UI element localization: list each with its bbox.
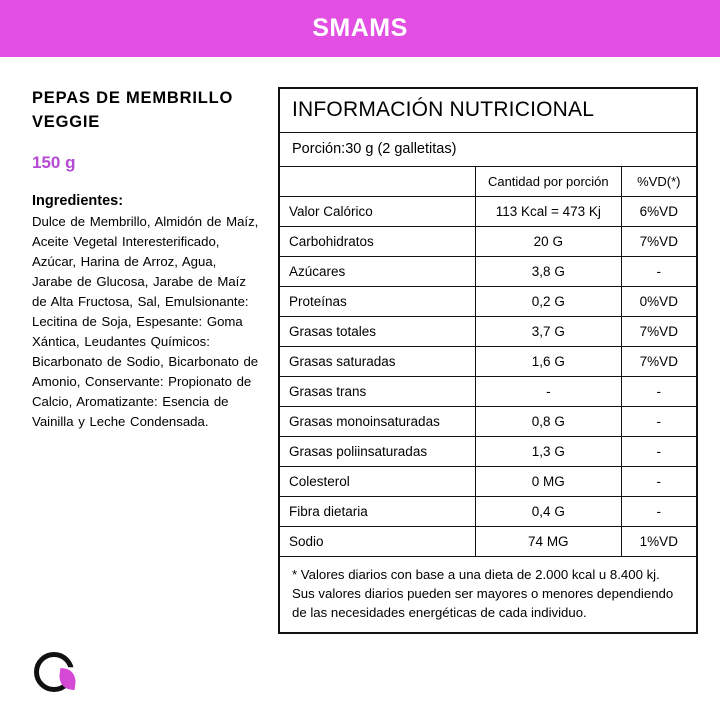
nutrient-amount: 0,2 G <box>476 287 622 317</box>
label-content <box>0 57 720 634</box>
nutrient-label: Colesterol <box>280 467 476 497</box>
nutrient-label: Grasas saturadas <box>280 347 476 377</box>
nutrient-label: Grasas trans <box>280 377 476 407</box>
nutrient-amount: 0,4 G <box>476 497 622 527</box>
portion-size: Porción:30 g (2 galletitas) <box>280 133 696 167</box>
table-row <box>280 317 696 347</box>
nutrient-amount: - <box>476 377 622 407</box>
nutrient-label: Grasas totales <box>280 317 476 347</box>
nutrition-column <box>270 87 698 634</box>
nutrition-table <box>280 167 696 557</box>
nutrient-amount: 113 Kcal = 473 Kj <box>476 197 622 227</box>
nutrient-vd: 7%VD <box>621 347 696 377</box>
ingredients-heading: Ingredientes: <box>32 192 124 209</box>
table-row <box>280 527 696 557</box>
nutrient-label: Carbohidratos <box>280 227 476 257</box>
daily-values-footnote: * Valores diarios con base a una dieta de 2.000 kcal u 8.400 kj. Sus valores diarios pueden ser mayores o menores dependiendo de las necesidades energéticas de cada individuo. <box>292 567 674 621</box>
net-weight: 150 g <box>32 152 76 172</box>
table-row <box>280 437 696 467</box>
table-row <box>280 197 696 227</box>
nutrient-label: Fibra dietaria <box>280 497 476 527</box>
brand-logo-icon <box>34 652 80 698</box>
nutrient-amount: 0,8 G <box>476 407 622 437</box>
nutrient-amount: 1,6 G <box>476 347 622 377</box>
nutrient-amount: 3,7 G <box>476 317 622 347</box>
nutrition-title: INFORMACIÓN NUTRICIONAL <box>280 89 696 133</box>
table-row <box>280 377 696 407</box>
nutrient-vd: - <box>621 497 696 527</box>
nutrient-vd: 1%VD <box>621 527 696 557</box>
column-header-blank <box>280 167 476 197</box>
ingredients-text: Dulce de Membrillo, Almidón de Maíz, Aceite Vegetal Interesterificado, Azúcar, Harina de Arroz, Agua, Jarabe de Glucosa, Jarabe de Maíz de Alta Fructosa, Sal, Emulsionante: Lecitina de Soja, Espesante: Goma Xántica, Leudantes Químicos: Bicarbonato de Sodio, Bicarbonato de Amonio, Conservante: Propionato de Calcio, Aromatizante: Esencia de Vainilla y Leche Condensada. <box>32 213 259 430</box>
nutrient-vd: - <box>621 407 696 437</box>
nutrient-vd: - <box>621 377 696 407</box>
nutrition-table-body <box>280 167 696 557</box>
product-info-column <box>32 87 270 634</box>
column-header-vd: %VD(*) <box>621 167 696 197</box>
nutrient-amount: 74 MG <box>476 527 622 557</box>
nutrient-vd: 0%VD <box>621 287 696 317</box>
table-row <box>280 467 696 497</box>
nutrient-amount: 20 G <box>476 227 622 257</box>
nutrient-label: Valor Calórico <box>280 197 476 227</box>
table-row <box>280 407 696 437</box>
table-header-row <box>280 167 696 197</box>
table-row <box>280 257 696 287</box>
nutrient-vd: - <box>621 437 696 467</box>
nutrient-amount: 0 MG <box>476 467 622 497</box>
nutrient-vd: 7%VD <box>621 227 696 257</box>
product-name: PEPAS DE MEMBRILLO VEGGIE <box>32 89 234 131</box>
nutrient-label: Proteínas <box>280 287 476 317</box>
nutrient-label: Grasas poliinsaturadas <box>280 437 476 467</box>
nutrient-vd: - <box>621 257 696 287</box>
nutrient-amount: 3,8 G <box>476 257 622 287</box>
table-row <box>280 227 696 257</box>
nutrient-amount: 1,3 G <box>476 437 622 467</box>
nutrient-label: Azúcares <box>280 257 476 287</box>
nutrient-label: Grasas monoinsaturadas <box>280 407 476 437</box>
nutrient-vd: 6%VD <box>621 197 696 227</box>
brand-header <box>0 0 720 57</box>
nutrient-vd: 7%VD <box>621 317 696 347</box>
nutrient-vd: - <box>621 467 696 497</box>
nutrient-label: Sodio <box>280 527 476 557</box>
table-row <box>280 347 696 377</box>
nutrition-facts-box <box>278 87 698 634</box>
brand-title: SMAMS <box>312 14 408 42</box>
column-header-amount: Cantidad por porción <box>476 167 622 197</box>
table-row <box>280 497 696 527</box>
table-row <box>280 287 696 317</box>
